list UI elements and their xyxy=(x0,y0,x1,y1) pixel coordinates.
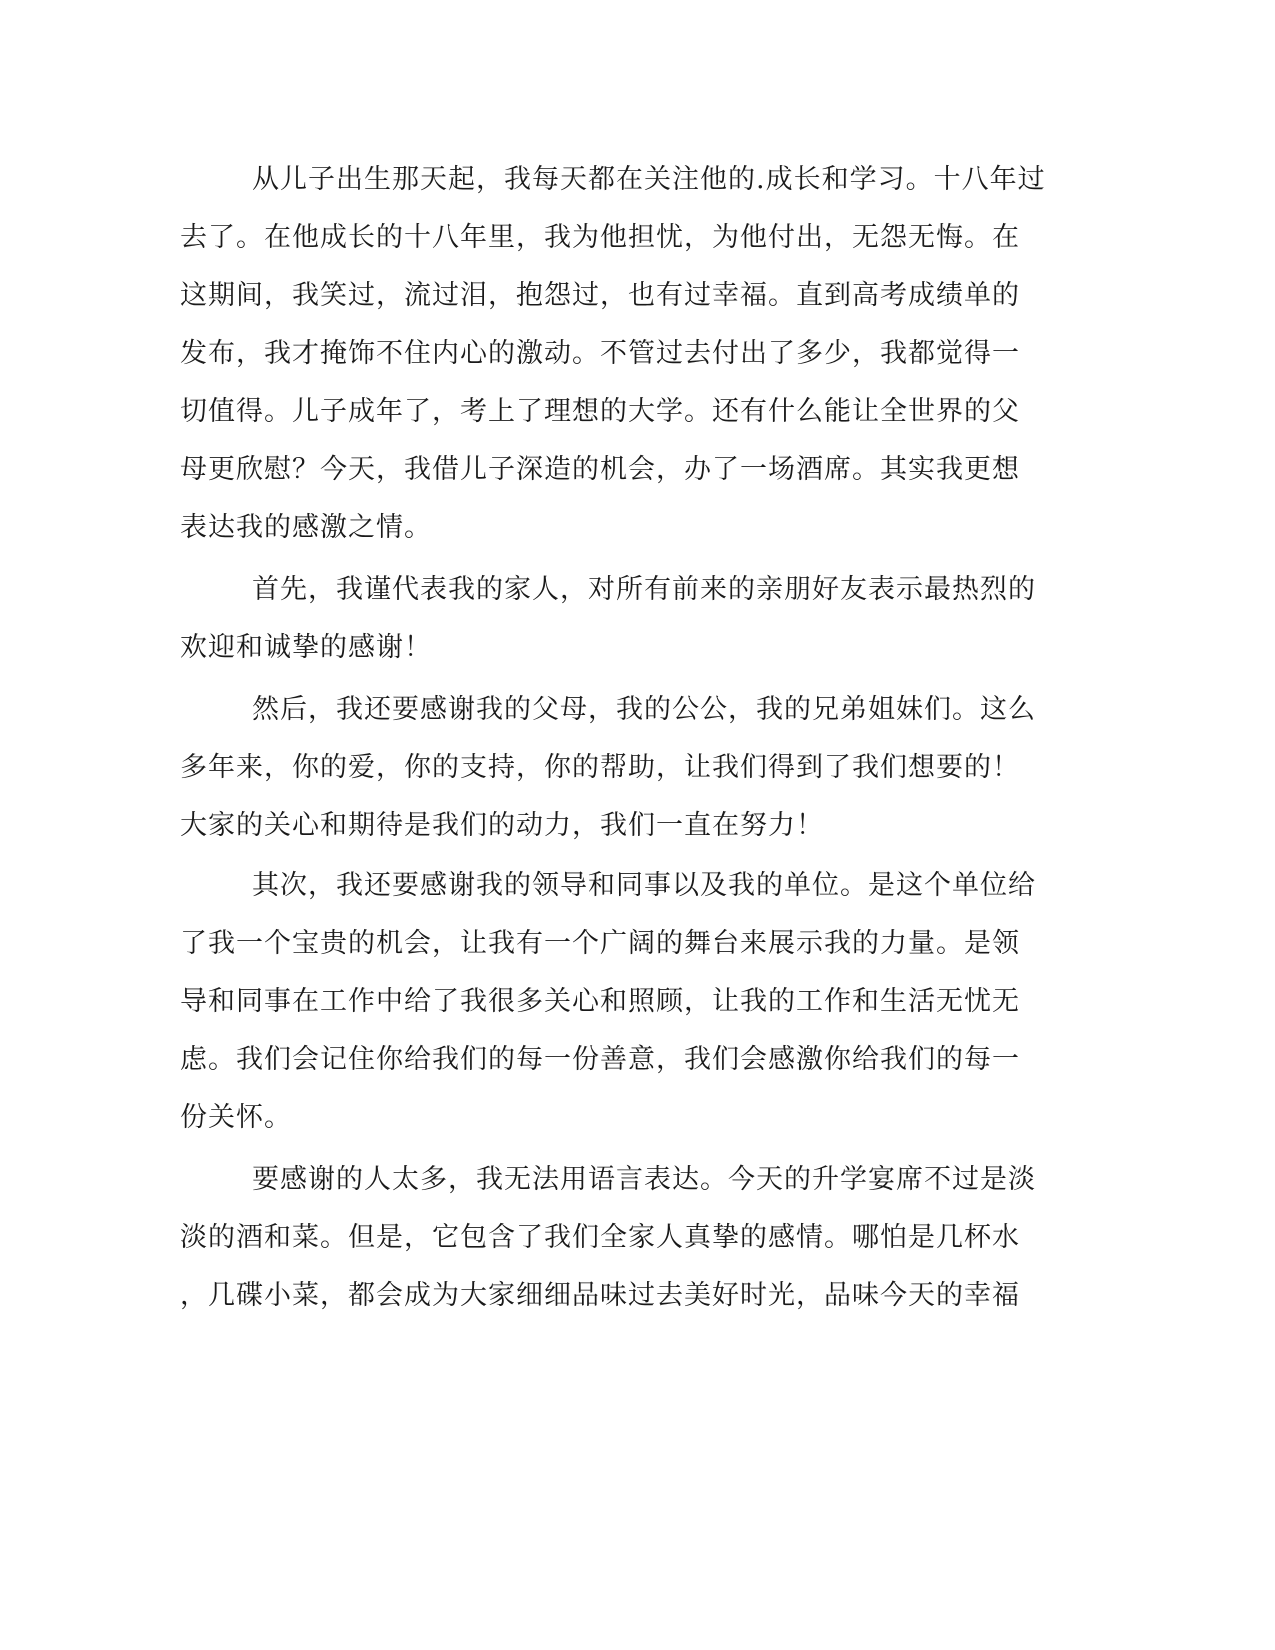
text-line: 大家的关心和期待是我们的动力，我们一直在努力！ xyxy=(180,810,824,841)
text-line: 母更欣慰？今天，我借儿子深造的机会，办了一场酒席。其实我更想 xyxy=(180,454,1020,485)
text-line: 导和同事在工作中给了我很多关心和照顾，让我的工作和生活无忧无 xyxy=(180,986,1020,1017)
text-line: 欢迎和诚挚的感谢！ xyxy=(180,632,432,663)
text-line: 这期间，我笑过，流过泪，抱怨过，也有过幸福。直到高考成绩单的 xyxy=(180,280,1020,311)
text-line: 多年来，你的爱，你的支持，你的帮助，让我们得到了我们想要的！ xyxy=(180,752,1020,783)
text-line: ，几碟小菜，都会成为大家细细品味过去美好时光，品味今天的幸福 xyxy=(180,1280,1020,1311)
text-line: 然后，我还要感谢我的父母，我的公公，我的兄弟姐妹们。这么 xyxy=(252,694,1036,725)
text-line: 了我一个宝贵的机会，让我有一个广阔的舞台来展示我的力量。是领 xyxy=(180,928,1020,959)
text-line: 份关怀。 xyxy=(180,1102,292,1133)
text-line: 要感谢的人太多，我无法用语言表达。今天的升学宴席不过是淡 xyxy=(252,1164,1036,1195)
text-line: 发布，我才掩饰不住内心的激动。不管过去付出了多少，我都觉得一 xyxy=(180,338,1020,369)
text-line: 表达我的感激之情。 xyxy=(180,512,432,543)
text-line: 淡的酒和菜。但是，它包含了我们全家人真挚的感情。哪怕是几杯水 xyxy=(180,1222,1020,1253)
text-line: 从儿子出生那天起，我每天都在关注他的.成长和学习。十八年过 xyxy=(252,164,1046,195)
text-line: 首先，我谨代表我的家人，对所有前来的亲朋好友表示最热烈的 xyxy=(252,574,1036,605)
text-line: 切值得。儿子成年了，考上了理想的大学。还有什么能让全世界的父 xyxy=(180,396,1020,427)
text-line: 其次，我还要感谢我的领导和同事以及我的单位。是这个单位给 xyxy=(252,870,1036,901)
text-line: 虑。我们会记住你给我们的每一份善意，我们会感激你给我们的每一 xyxy=(180,1044,1020,1075)
text-line: 去了。在他成长的十八年里，我为他担忧，为他付出，无怨无悔。在 xyxy=(180,222,1020,253)
